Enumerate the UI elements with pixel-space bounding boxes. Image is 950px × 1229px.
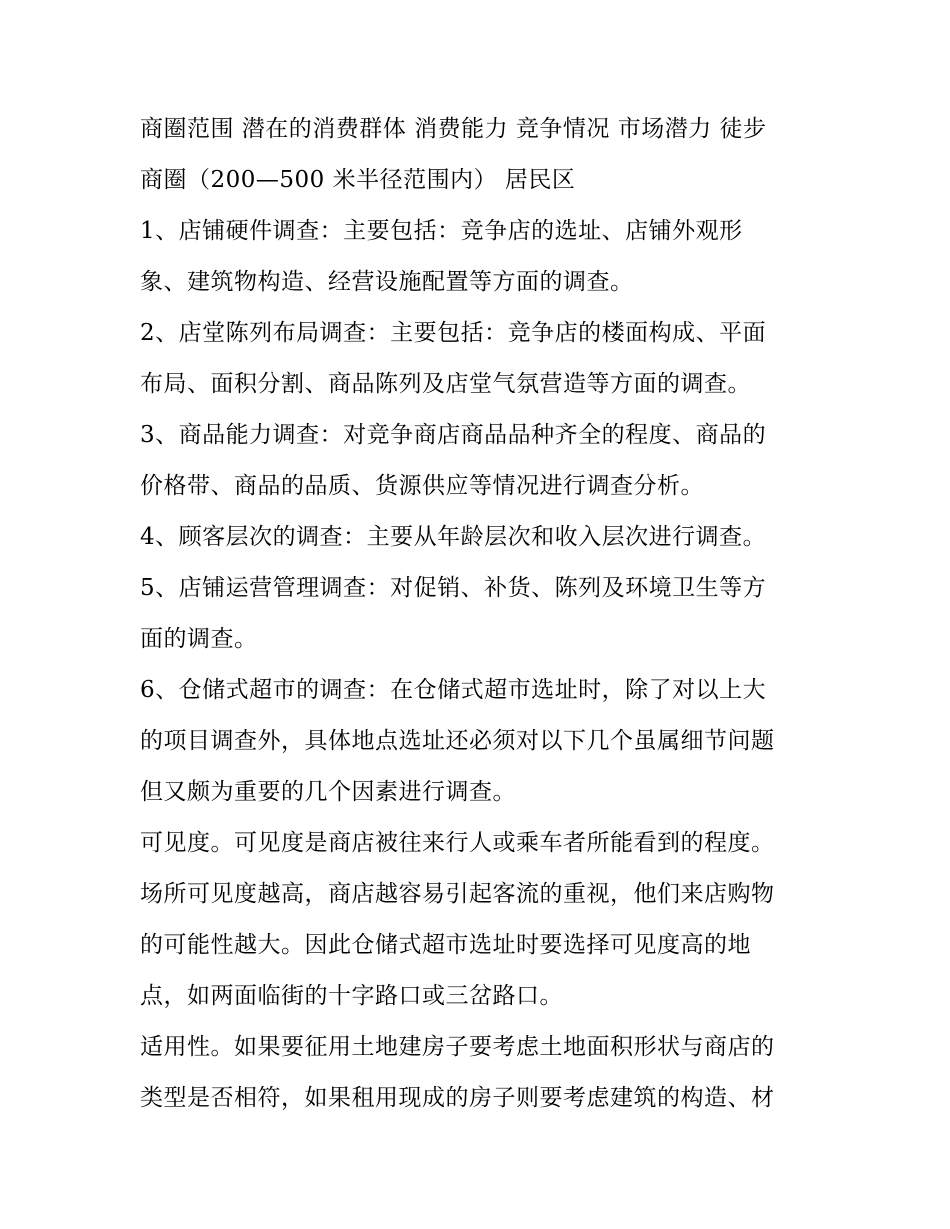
text-line: 场所可见度越高，商店越容易引起客流的重视，他们来店购物	[140, 881, 775, 907]
text-line: 但又颇为重要的几个因素进行调查。	[140, 779, 516, 805]
text-line: 1、店铺硬件调查：主要包括：竞争店的选址、店铺外观形	[140, 218, 743, 244]
document-body	[140, 104, 820, 1124]
text-line: 布局、面积分割、商品陈列及店堂气氛营造等方面的调查。	[140, 371, 751, 397]
text-line: 面的调查。	[140, 626, 258, 652]
text-line: 点，如两面临街的十字路口或三岔路口。	[140, 983, 563, 1009]
text-line: 象、建筑物构造、经营设施配置等方面的调查。	[140, 269, 634, 295]
text-line: 商圈（200—500 米半径范围内） 居民区	[140, 167, 576, 193]
text-line: 可见度。可见度是商店被往来行人或乘车者所能看到的程度。	[140, 830, 775, 856]
text-line: 的项目调查外，具体地点选址还必须对以下几个虽属细节问题	[140, 728, 775, 754]
text-line: 3、商品能力调查：对竞争商店商品品种齐全的程度、商品的	[140, 422, 767, 448]
text-line: 6、仓储式超市的调查：在仓储式超市选址时，除了对以上大	[140, 677, 767, 703]
text-line: 4、顾客层次的调查：主要从年龄层次和收入层次进行调查。	[140, 524, 767, 550]
text-line: 适用性。如果要征用土地建房子要考虑土地面积形状与商店的	[140, 1034, 775, 1060]
text-line: 价格带、商品的品质、货源供应等情况进行调查分析。	[140, 473, 704, 499]
text-line: 的可能性越大。因此仓储式超市选址时要选择可见度高的地	[140, 932, 751, 958]
text-line: 类型是否相符，如果租用现成的房子则要考虑建筑的构造、材	[140, 1085, 775, 1111]
text-line: 5、店铺运营管理调查：对促销、补货、陈列及环境卫生等方	[140, 575, 767, 601]
text-line: 商圈范围 潜在的消费群体 消费能力 竞争情况 市场潜力 徒步	[140, 116, 767, 142]
text-line: 2、店堂陈列布局调查：主要包括：竞争店的楼面构成、平面	[140, 320, 767, 346]
